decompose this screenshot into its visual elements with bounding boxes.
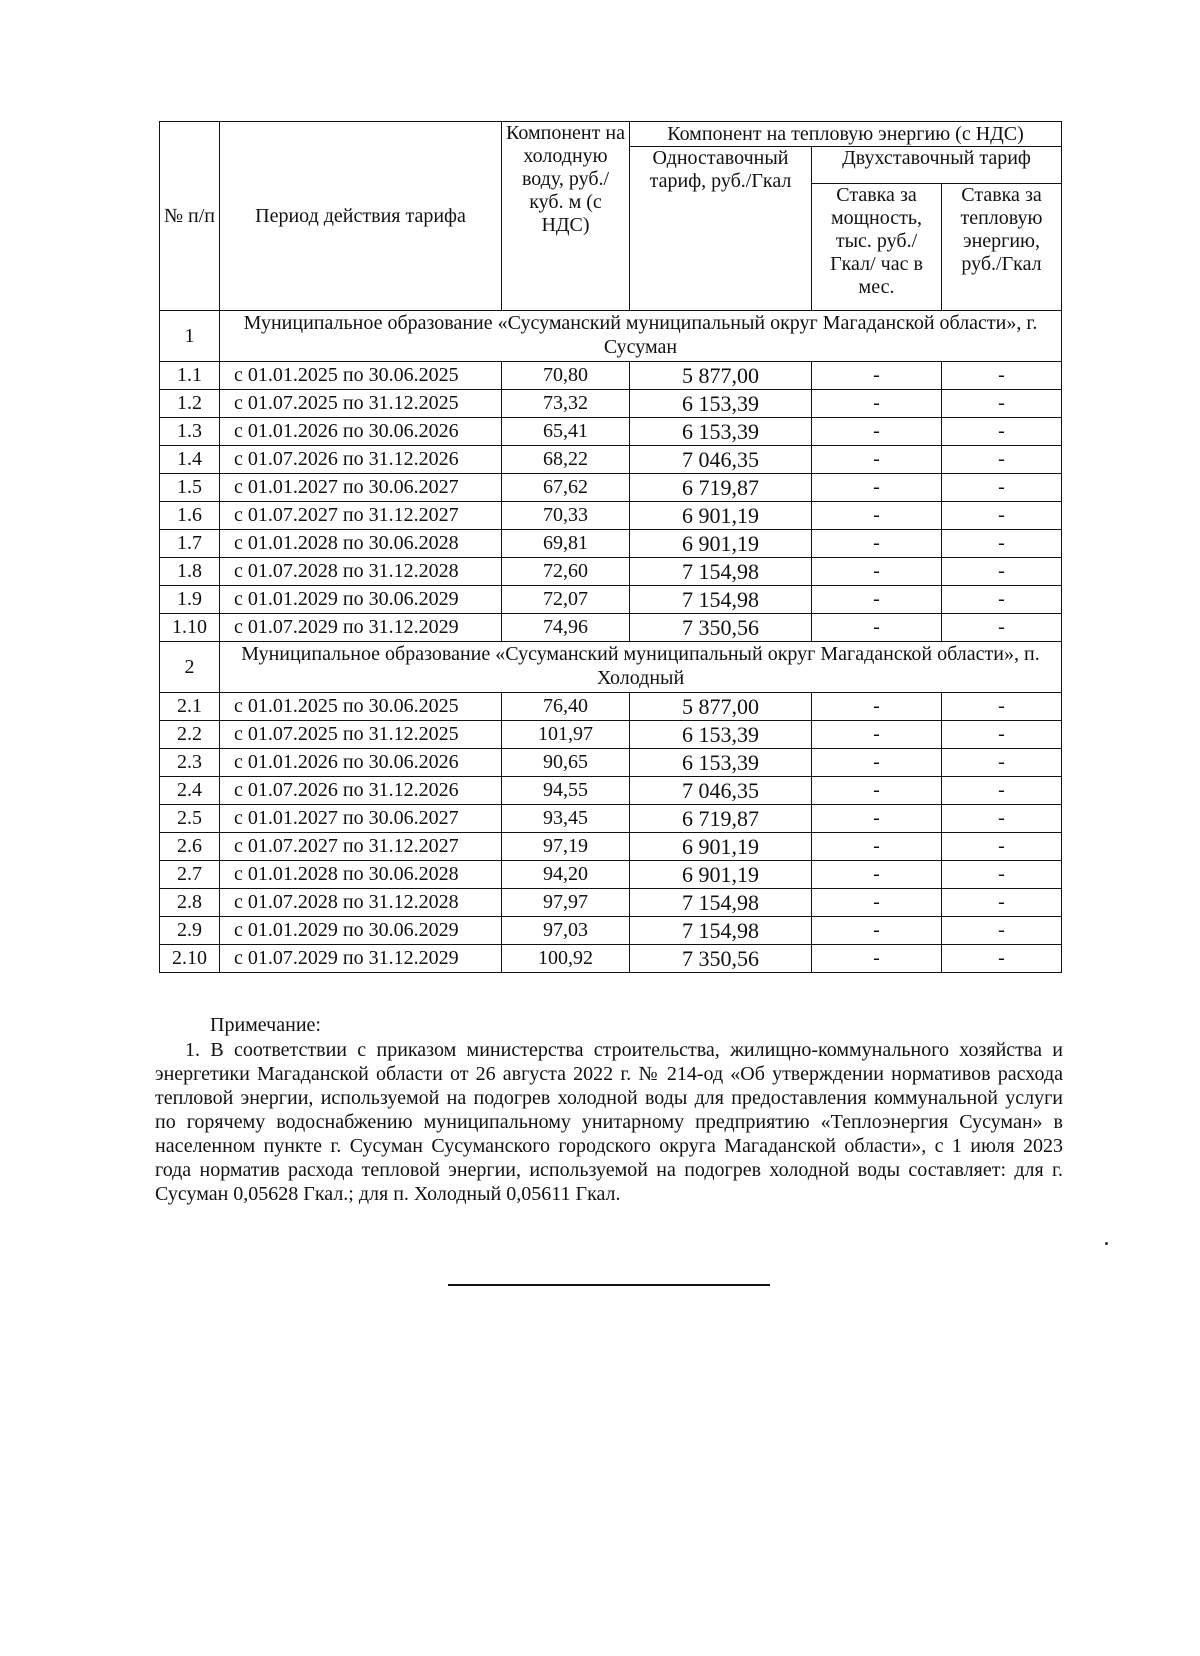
header-heat-component: Компонент на тепловую энергию (с НДС) [630, 122, 1062, 147]
note-text: 1. В соответствии с приказом министерства строительства, жилищно-коммунального хозяйства и энергетики Магаданской области от 26 августа 2022 г. № 214-од «Об утверждении нормативов расхода тепловой энергии, используемой на подогрев холодной воды для предоставления коммунальной услуги по горячему водоснабжению муниципальному унитарному предприятию «Теплоэнергия Сусуман» в населенном пункте г. Сусуман Сусуманского городского округа Магаданской области», с 1 июля 2023 года норматив расхода тепловой энергии, используемой на подогрев холодной воды составляет: для г. Сусуман 0,05628 Гкал.; для п. Холодный 0,05611 Гкал. [155, 1039, 1063, 1205]
row-num: 1.8 [160, 558, 220, 586]
row-one-rate: 6 153,39 [630, 749, 812, 777]
row-one-rate: 7 046,35 [630, 777, 812, 805]
row-energy-rate: - [942, 693, 1062, 721]
row-water-rate: 74,96 [502, 614, 630, 642]
row-capacity-rate: - [812, 833, 942, 861]
row-water-rate: 94,55 [502, 777, 630, 805]
row-water-rate: 65,41 [502, 418, 630, 446]
row-period: с 01.07.2026 по 31.12.2026 [220, 777, 502, 805]
row-water-rate: 100,92 [502, 945, 630, 973]
group-row [160, 642, 1062, 693]
row-period: с 01.01.2026 по 30.06.2026 [220, 749, 502, 777]
closing-line [448, 1284, 770, 1286]
row-one-rate: 7 350,56 [630, 945, 812, 973]
row-num: 2.7 [160, 861, 220, 889]
row-period: с 01.07.2029 по 31.12.2029 [220, 614, 502, 642]
table-row [160, 945, 1062, 973]
group-row [160, 311, 1062, 362]
table-row [160, 446, 1062, 474]
row-energy-rate: - [942, 362, 1062, 390]
row-capacity-rate: - [812, 889, 942, 917]
row-water-rate: 69,81 [502, 530, 630, 558]
table-row [160, 749, 1062, 777]
row-energy-rate: - [942, 917, 1062, 945]
group-title: Муниципальное образование «Сусуманский муниципальный округ Магаданской области», г. Сусуман [220, 311, 1062, 362]
row-num: 1.7 [160, 530, 220, 558]
row-capacity-rate: - [812, 749, 942, 777]
row-water-rate: 67,62 [502, 474, 630, 502]
row-energy-rate: - [942, 861, 1062, 889]
row-period: с 01.07.2026 по 31.12.2026 [220, 446, 502, 474]
row-water-rate: 72,60 [502, 558, 630, 586]
row-num: 1.6 [160, 502, 220, 530]
header-num: № п/п [160, 122, 220, 311]
table-row [160, 721, 1062, 749]
row-period: с 01.01.2028 по 30.06.2028 [220, 530, 502, 558]
row-energy-rate: - [942, 446, 1062, 474]
row-one-rate: 7 046,35 [630, 446, 812, 474]
row-period: с 01.01.2029 по 30.06.2029 [220, 917, 502, 945]
row-capacity-rate: - [812, 693, 942, 721]
row-capacity-rate: - [812, 418, 942, 446]
tariff-table [159, 121, 1062, 973]
row-one-rate: 5 877,00 [630, 693, 812, 721]
row-capacity-rate: - [812, 917, 942, 945]
row-water-rate: 94,20 [502, 861, 630, 889]
row-water-rate: 90,65 [502, 749, 630, 777]
row-num: 2.9 [160, 917, 220, 945]
row-num: 2.6 [160, 833, 220, 861]
row-period: с 01.07.2028 по 31.12.2028 [220, 558, 502, 586]
table-row [160, 614, 1062, 642]
group-title: Муниципальное образование «Сусуманский муниципальный округ Магаданской области», п. Холодный [220, 642, 1062, 693]
row-period: с 01.07.2028 по 31.12.2028 [220, 889, 502, 917]
row-capacity-rate: - [812, 614, 942, 642]
row-energy-rate: - [942, 418, 1062, 446]
row-num: 1.4 [160, 446, 220, 474]
row-energy-rate: - [942, 390, 1062, 418]
table-row [160, 418, 1062, 446]
header-energy-rate: Ставка за тепловую энергию, руб./Гкал [942, 184, 1062, 311]
row-energy-rate: - [942, 474, 1062, 502]
table-row [160, 917, 1062, 945]
row-num: 2.10 [160, 945, 220, 973]
row-energy-rate: - [942, 833, 1062, 861]
table-row [160, 861, 1062, 889]
row-energy-rate: - [942, 889, 1062, 917]
row-energy-rate: - [942, 805, 1062, 833]
row-num: 2.1 [160, 693, 220, 721]
table-row [160, 530, 1062, 558]
row-capacity-rate: - [812, 777, 942, 805]
table-row [160, 502, 1062, 530]
header-water-component: Компонент на холодную воду, руб./куб. м (с НДС) [502, 122, 630, 311]
table-row [160, 362, 1062, 390]
row-water-rate: 97,19 [502, 833, 630, 861]
row-period: с 01.07.2027 по 31.12.2027 [220, 502, 502, 530]
row-energy-rate: - [942, 558, 1062, 586]
row-capacity-rate: - [812, 362, 942, 390]
row-num: 1.10 [160, 614, 220, 642]
row-energy-rate: - [942, 721, 1062, 749]
tariff-table-body [160, 311, 1062, 973]
row-energy-rate: - [942, 586, 1062, 614]
row-period: с 01.07.2027 по 31.12.2027 [220, 833, 502, 861]
row-one-rate: 6 153,39 [630, 721, 812, 749]
row-capacity-rate: - [812, 945, 942, 973]
row-water-rate: 93,45 [502, 805, 630, 833]
header-two-rate-tariff: Двухставочный тариф [812, 147, 1062, 184]
table-row [160, 889, 1062, 917]
group-num: 1 [160, 311, 220, 362]
row-num: 2.4 [160, 777, 220, 805]
table-row [160, 474, 1062, 502]
row-capacity-rate: - [812, 721, 942, 749]
table-row [160, 777, 1062, 805]
row-one-rate: 7 154,98 [630, 558, 812, 586]
row-energy-rate: - [942, 777, 1062, 805]
row-one-rate: 6 153,39 [630, 418, 812, 446]
row-water-rate: 70,33 [502, 502, 630, 530]
row-one-rate: 5 877,00 [630, 362, 812, 390]
row-num: 1.9 [160, 586, 220, 614]
row-capacity-rate: - [812, 474, 942, 502]
row-capacity-rate: - [812, 861, 942, 889]
row-one-rate: 7 154,98 [630, 586, 812, 614]
row-water-rate: 76,40 [502, 693, 630, 721]
row-water-rate: 72,07 [502, 586, 630, 614]
row-water-rate: 73,32 [502, 390, 630, 418]
row-one-rate: 7 154,98 [630, 889, 812, 917]
row-num: 1.2 [160, 390, 220, 418]
row-energy-rate: - [942, 749, 1062, 777]
row-one-rate: 6 901,19 [630, 861, 812, 889]
row-capacity-rate: - [812, 446, 942, 474]
row-capacity-rate: - [812, 586, 942, 614]
row-water-rate: 101,97 [502, 721, 630, 749]
row-one-rate: 7 154,98 [630, 917, 812, 945]
row-capacity-rate: - [812, 390, 942, 418]
row-num: 2.5 [160, 805, 220, 833]
row-one-rate: 6 901,19 [630, 530, 812, 558]
table-row [160, 586, 1062, 614]
row-num: 2.3 [160, 749, 220, 777]
row-capacity-rate: - [812, 558, 942, 586]
row-capacity-rate: - [812, 502, 942, 530]
row-energy-rate: - [942, 530, 1062, 558]
row-num: 2.2 [160, 721, 220, 749]
row-capacity-rate: - [812, 805, 942, 833]
row-one-rate: 6 901,19 [630, 833, 812, 861]
row-num: 1.3 [160, 418, 220, 446]
table-row [160, 693, 1062, 721]
header-capacity-rate: Ставка за мощность, тыс. руб./Гкал/ час в мес. [812, 184, 942, 311]
row-period: с 01.01.2028 по 30.06.2028 [220, 861, 502, 889]
row-period: с 01.01.2026 по 30.06.2026 [220, 418, 502, 446]
row-period: с 01.01.2027 по 30.06.2027 [220, 474, 502, 502]
group-num: 2 [160, 642, 220, 693]
row-period: с 01.01.2029 по 30.06.2029 [220, 586, 502, 614]
row-one-rate: 7 350,56 [630, 614, 812, 642]
row-water-rate: 68,22 [502, 446, 630, 474]
row-water-rate: 97,03 [502, 917, 630, 945]
row-period: с 01.01.2025 по 30.06.2025 [220, 693, 502, 721]
row-period: с 01.07.2029 по 31.12.2029 [220, 945, 502, 973]
scan-speck [1105, 1242, 1108, 1245]
row-water-rate: 70,80 [502, 362, 630, 390]
header-period: Период действия тарифа [220, 122, 502, 311]
row-period: с 01.07.2025 по 31.12.2025 [220, 390, 502, 418]
row-num: 1.1 [160, 362, 220, 390]
tariff-table-header [160, 122, 1062, 311]
table-row [160, 558, 1062, 586]
row-one-rate: 6 719,87 [630, 805, 812, 833]
table-row [160, 805, 1062, 833]
row-capacity-rate: - [812, 530, 942, 558]
row-one-rate: 6 901,19 [630, 502, 812, 530]
row-num: 1.5 [160, 474, 220, 502]
row-water-rate: 97,97 [502, 889, 630, 917]
row-period: с 01.01.2027 по 30.06.2027 [220, 805, 502, 833]
row-energy-rate: - [942, 614, 1062, 642]
row-one-rate: 6 153,39 [630, 390, 812, 418]
row-period: с 01.07.2025 по 31.12.2025 [220, 721, 502, 749]
table-row [160, 833, 1062, 861]
row-period: с 01.01.2025 по 30.06.2025 [220, 362, 502, 390]
row-energy-rate: - [942, 502, 1062, 530]
note-title: Примечание: [210, 1014, 321, 1036]
row-num: 2.8 [160, 889, 220, 917]
row-one-rate: 6 719,87 [630, 474, 812, 502]
table-row [160, 390, 1062, 418]
header-one-rate-tariff: Одноставочный тариф, руб./Гкал [630, 147, 812, 311]
row-energy-rate: - [942, 945, 1062, 973]
